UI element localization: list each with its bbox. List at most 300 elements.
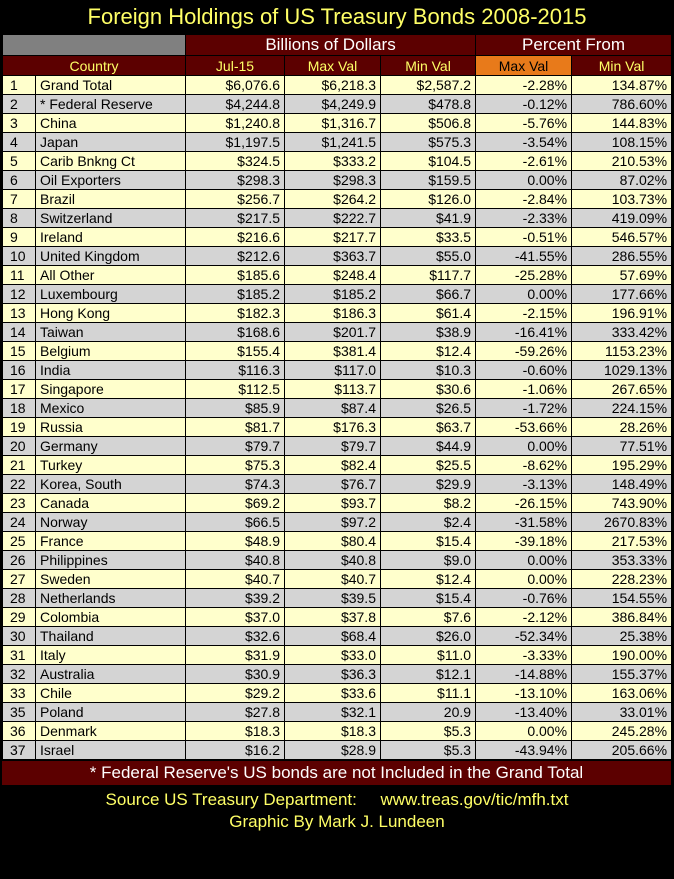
min-value: $38.9 <box>381 323 476 342</box>
jul15-value: $40.8 <box>186 551 285 570</box>
jul15-value: $112.5 <box>186 380 285 399</box>
pct-from-max: -0.60% <box>476 361 572 380</box>
country-name: Korea, South <box>36 475 186 494</box>
row-index: 13 <box>3 304 36 323</box>
country-name: Denmark <box>36 722 186 741</box>
holdings-table <box>2 34 672 760</box>
min-value: $12.4 <box>381 570 476 589</box>
pct-from-max: -0.76% <box>476 589 572 608</box>
row-index: 9 <box>3 228 36 247</box>
table-row <box>3 361 672 380</box>
table-row <box>3 399 672 418</box>
min-value: $25.5 <box>381 456 476 475</box>
row-index: 5 <box>3 152 36 171</box>
jul15-value: $32.6 <box>186 627 285 646</box>
pct-from-min: 1153.23% <box>572 342 672 361</box>
pct-from-max: -0.51% <box>476 228 572 247</box>
pct-from-min: 190.00% <box>572 646 672 665</box>
pct-from-min: 353.33% <box>572 551 672 570</box>
jul15-value: $74.3 <box>186 475 285 494</box>
jul15-value: $27.8 <box>186 703 285 722</box>
pct-from-max: -14.88% <box>476 665 572 684</box>
min-value: $11.1 <box>381 684 476 703</box>
country-name: Netherlands <box>36 589 186 608</box>
pct-from-max: 0.00% <box>476 285 572 304</box>
max-value: $33.0 <box>285 646 381 665</box>
table-row <box>3 589 672 608</box>
max-value: $37.8 <box>285 608 381 627</box>
table-row <box>3 684 672 703</box>
pct-from-max: -13.40% <box>476 703 572 722</box>
max-value: $80.4 <box>285 532 381 551</box>
table-row <box>3 570 672 589</box>
row-index: 37 <box>3 741 36 760</box>
pct-from-min: 195.29% <box>572 456 672 475</box>
country-name: Luxembourg <box>36 285 186 304</box>
country-name: Hong Kong <box>36 304 186 323</box>
min-value: $8.2 <box>381 494 476 513</box>
footnote: * Federal Reserve's US bonds are not Included in the Grand Total <box>2 760 671 785</box>
country-name: Japan <box>36 133 186 152</box>
row-index: 3 <box>3 114 36 133</box>
max-value: $222.7 <box>285 209 381 228</box>
country-name: Australia <box>36 665 186 684</box>
jul15-value: $217.5 <box>186 209 285 228</box>
min-value: $30.6 <box>381 380 476 399</box>
jul15-value: $216.6 <box>186 228 285 247</box>
country-name: Chile <box>36 684 186 703</box>
pct-from-max: -16.41% <box>476 323 572 342</box>
pct-from-min: 224.15% <box>572 399 672 418</box>
max-value: $32.1 <box>285 703 381 722</box>
country-name: Poland <box>36 703 186 722</box>
country-name: China <box>36 114 186 133</box>
row-index: 4 <box>3 133 36 152</box>
country-name: Turkey <box>36 456 186 475</box>
row-index: 15 <box>3 342 36 361</box>
pct-from-max: 0.00% <box>476 551 572 570</box>
row-index: 30 <box>3 627 36 646</box>
min-value: $15.4 <box>381 589 476 608</box>
jul15-value: $185.2 <box>186 285 285 304</box>
country-name: Mexico <box>36 399 186 418</box>
min-value: $33.5 <box>381 228 476 247</box>
jul15-value: $324.5 <box>186 152 285 171</box>
max-value: $33.6 <box>285 684 381 703</box>
credit-line: Graphic By Mark J. Lundeen <box>229 812 445 831</box>
max-value: $1,316.7 <box>285 114 381 133</box>
min-value: $41.9 <box>381 209 476 228</box>
pct-from-min: 743.90% <box>572 494 672 513</box>
min-value: $15.4 <box>381 532 476 551</box>
min-value: $478.8 <box>381 95 476 114</box>
row-index: 19 <box>3 418 36 437</box>
table-row <box>3 741 672 760</box>
country-name: Sweden <box>36 570 186 589</box>
pct-from-max: -2.84% <box>476 190 572 209</box>
max-value: $248.4 <box>285 266 381 285</box>
max-value: $185.2 <box>285 285 381 304</box>
pct-from-min: 205.66% <box>572 741 672 760</box>
row-index: 31 <box>3 646 36 665</box>
min-value: $63.7 <box>381 418 476 437</box>
source-line: Source US Treasury Department: www.treas.gov/tic/mfh.txt <box>105 790 569 809</box>
table-row <box>3 133 672 152</box>
pct-from-min: 155.37% <box>572 665 672 684</box>
jul15-value: $116.3 <box>186 361 285 380</box>
min-value: $575.3 <box>381 133 476 152</box>
table-row <box>3 722 672 741</box>
pct-from-max: 0.00% <box>476 437 572 456</box>
pct-from-min: 33.01% <box>572 703 672 722</box>
pct-from-max: 0.00% <box>476 171 572 190</box>
jul15-value: $66.5 <box>186 513 285 532</box>
row-index: 17 <box>3 380 36 399</box>
country-name: Philippines <box>36 551 186 570</box>
table-row <box>3 285 672 304</box>
jul15-value: $48.9 <box>186 532 285 551</box>
max-value: $298.3 <box>285 171 381 190</box>
jul15-value: $6,076.6 <box>186 76 285 95</box>
country-name: Belgium <box>36 342 186 361</box>
header-percent: Percent From <box>476 35 672 56</box>
table-row <box>3 665 672 684</box>
table-row <box>3 646 672 665</box>
min-value: $26.0 <box>381 627 476 646</box>
pct-from-max: -0.12% <box>476 95 572 114</box>
pct-from-min: 228.23% <box>572 570 672 589</box>
min-value: $26.5 <box>381 399 476 418</box>
jul15-value: $256.7 <box>186 190 285 209</box>
max-value: $97.2 <box>285 513 381 532</box>
pct-from-max: -39.18% <box>476 532 572 551</box>
max-value: $4,249.9 <box>285 95 381 114</box>
jul15-value: $30.9 <box>186 665 285 684</box>
pct-from-min: 77.51% <box>572 437 672 456</box>
pct-from-min: 786.60% <box>572 95 672 114</box>
jul15-value: $185.6 <box>186 266 285 285</box>
pct-from-min: 144.83% <box>572 114 672 133</box>
row-index: 25 <box>3 532 36 551</box>
pct-from-min: 196.91% <box>572 304 672 323</box>
pct-from-min: 546.57% <box>572 228 672 247</box>
pct-from-max: -5.76% <box>476 114 572 133</box>
chart-title: Foreign Holdings of US Treasury Bonds 2008-2015 <box>87 4 587 29</box>
max-value: $6,218.3 <box>285 76 381 95</box>
min-value: $2,587.2 <box>381 76 476 95</box>
jul15-value: $298.3 <box>186 171 285 190</box>
min-value: $9.0 <box>381 551 476 570</box>
pct-from-min: 163.06% <box>572 684 672 703</box>
header-blank-cell <box>3 35 186 56</box>
table-row <box>3 190 672 209</box>
min-value: $44.9 <box>381 437 476 456</box>
jul15-value: $168.6 <box>186 323 285 342</box>
table-row <box>3 608 672 627</box>
row-index: 7 <box>3 190 36 209</box>
max-value: $117.0 <box>285 361 381 380</box>
min-value: $126.0 <box>381 190 476 209</box>
table-body <box>3 76 672 760</box>
table-row <box>3 247 672 266</box>
pct-from-max: -3.13% <box>476 475 572 494</box>
pct-from-max: -41.55% <box>476 247 572 266</box>
jul15-value: $31.9 <box>186 646 285 665</box>
country-name: Taiwan <box>36 323 186 342</box>
pct-from-max: -3.54% <box>476 133 572 152</box>
pct-from-min: 386.84% <box>572 608 672 627</box>
max-value: $82.4 <box>285 456 381 475</box>
country-name: Singapore <box>36 380 186 399</box>
pct-from-min: 210.53% <box>572 152 672 171</box>
row-index: 14 <box>3 323 36 342</box>
max-value: $201.7 <box>285 323 381 342</box>
pct-from-max: -43.94% <box>476 741 572 760</box>
min-value: $5.3 <box>381 741 476 760</box>
max-value: $333.2 <box>285 152 381 171</box>
min-value: $11.0 <box>381 646 476 665</box>
pct-from-min: 28.26% <box>572 418 672 437</box>
table-row <box>3 228 672 247</box>
country-name: All Other <box>36 266 186 285</box>
jul15-value: $1,240.8 <box>186 114 285 133</box>
jul15-value: $69.2 <box>186 494 285 513</box>
table-row <box>3 703 672 722</box>
column-header-row <box>3 56 672 76</box>
min-value: $10.3 <box>381 361 476 380</box>
country-name: United Kingdom <box>36 247 186 266</box>
row-index: 29 <box>3 608 36 627</box>
min-value: $2.4 <box>381 513 476 532</box>
jul15-value: $79.7 <box>186 437 285 456</box>
country-name: France <box>36 532 186 551</box>
max-value: $68.4 <box>285 627 381 646</box>
pct-from-max: -59.26% <box>476 342 572 361</box>
max-value: $93.7 <box>285 494 381 513</box>
min-value: $5.3 <box>381 722 476 741</box>
country-name: Colombia <box>36 608 186 627</box>
pct-from-min: 148.49% <box>572 475 672 494</box>
pct-from-max: -2.33% <box>476 209 572 228</box>
max-value: $381.4 <box>285 342 381 361</box>
max-value: $363.7 <box>285 247 381 266</box>
table-row <box>3 494 672 513</box>
pct-from-min: 57.69% <box>572 266 672 285</box>
max-value: $176.3 <box>285 418 381 437</box>
pct-from-min: 2670.83% <box>572 513 672 532</box>
row-index: 22 <box>3 475 36 494</box>
max-value: $18.3 <box>285 722 381 741</box>
min-value: $66.7 <box>381 285 476 304</box>
pct-from-min: 154.55% <box>572 589 672 608</box>
table-row <box>3 171 672 190</box>
country-name: Israel <box>36 741 186 760</box>
pct-from-max: -2.12% <box>476 608 572 627</box>
row-index: 33 <box>3 684 36 703</box>
row-index: 20 <box>3 437 36 456</box>
row-index: 27 <box>3 570 36 589</box>
country-name: Russia <box>36 418 186 437</box>
country-name: Italy <box>36 646 186 665</box>
pct-from-max: -1.06% <box>476 380 572 399</box>
max-value: $87.4 <box>285 399 381 418</box>
table-row <box>3 152 672 171</box>
country-name: Ireland <box>36 228 186 247</box>
table-row <box>3 513 672 532</box>
min-value: $159.5 <box>381 171 476 190</box>
pct-from-max: -2.15% <box>476 304 572 323</box>
jul15-value: $40.7 <box>186 570 285 589</box>
row-index: 24 <box>3 513 36 532</box>
pct-from-max: -8.62% <box>476 456 572 475</box>
row-index: 2 <box>3 95 36 114</box>
pct-from-min: 217.53% <box>572 532 672 551</box>
min-value: $12.1 <box>381 665 476 684</box>
table-row <box>3 418 672 437</box>
min-value: $12.4 <box>381 342 476 361</box>
max-value: $40.7 <box>285 570 381 589</box>
min-value: $104.5 <box>381 152 476 171</box>
jul15-value: $75.3 <box>186 456 285 475</box>
col-header-pct-max-val: Max Val <box>476 56 572 76</box>
table-row <box>3 342 672 361</box>
country-name: Canada <box>36 494 186 513</box>
table-row <box>3 627 672 646</box>
jul15-value: $212.6 <box>186 247 285 266</box>
row-index: 8 <box>3 209 36 228</box>
country-name: Grand Total <box>36 76 186 95</box>
pct-from-max: -53.66% <box>476 418 572 437</box>
max-value: $76.7 <box>285 475 381 494</box>
pct-from-max: -1.72% <box>476 399 572 418</box>
header-billions: Billions of Dollars <box>186 35 476 56</box>
jul15-value: $29.2 <box>186 684 285 703</box>
max-value: $186.3 <box>285 304 381 323</box>
min-value: $61.4 <box>381 304 476 323</box>
row-index: 35 <box>3 703 36 722</box>
pct-from-min: 134.87% <box>572 76 672 95</box>
table-row <box>3 76 672 95</box>
pct-from-min: 103.73% <box>572 190 672 209</box>
min-value: $29.9 <box>381 475 476 494</box>
row-index: 26 <box>3 551 36 570</box>
pct-from-max: -13.10% <box>476 684 572 703</box>
country-name: Carib Bnkng Ct <box>36 152 186 171</box>
country-name: * Federal Reserve <box>36 95 186 114</box>
col-header-country: Country <box>3 56 186 76</box>
header-group-row <box>3 35 672 56</box>
table-row <box>3 114 672 133</box>
row-index: 6 <box>3 171 36 190</box>
jul15-value: $81.7 <box>186 418 285 437</box>
pct-from-min: 87.02% <box>572 171 672 190</box>
table-row <box>3 532 672 551</box>
pct-from-min: 267.65% <box>572 380 672 399</box>
jul15-value: $1,197.5 <box>186 133 285 152</box>
pct-from-min: 333.42% <box>572 323 672 342</box>
table-row <box>3 304 672 323</box>
min-value: $7.6 <box>381 608 476 627</box>
table-row <box>3 323 672 342</box>
row-index: 36 <box>3 722 36 741</box>
country-name: Thailand <box>36 627 186 646</box>
pct-from-max: -2.28% <box>476 76 572 95</box>
min-value: $55.0 <box>381 247 476 266</box>
row-index: 18 <box>3 399 36 418</box>
pct-from-max: -52.34% <box>476 627 572 646</box>
country-name: Brazil <box>36 190 186 209</box>
row-index: 23 <box>3 494 36 513</box>
pct-from-max: -26.15% <box>476 494 572 513</box>
max-value: $1,241.5 <box>285 133 381 152</box>
table-row <box>3 209 672 228</box>
min-value: 20.9 <box>381 703 476 722</box>
row-index: 21 <box>3 456 36 475</box>
table-row <box>3 266 672 285</box>
col-header-jul15: Jul-15 <box>186 56 285 76</box>
country-name: Germany <box>36 437 186 456</box>
pct-from-min: 177.66% <box>572 285 672 304</box>
pct-from-max: 0.00% <box>476 570 572 589</box>
col-header-max-val: Max Val <box>285 56 381 76</box>
row-index: 1 <box>3 76 36 95</box>
max-value: $36.3 <box>285 665 381 684</box>
pct-from-max: -25.28% <box>476 266 572 285</box>
min-value: $117.7 <box>381 266 476 285</box>
row-index: 16 <box>3 361 36 380</box>
jul15-value: $182.3 <box>186 304 285 323</box>
max-value: $217.7 <box>285 228 381 247</box>
country-name: Norway <box>36 513 186 532</box>
pct-from-max: -31.58% <box>476 513 572 532</box>
jul15-value: $39.2 <box>186 589 285 608</box>
jul15-value: $18.3 <box>186 722 285 741</box>
col-header-pct-min-val: Min Val <box>572 56 672 76</box>
table-row <box>3 551 672 570</box>
table-row <box>3 380 672 399</box>
jul15-value: $16.2 <box>186 741 285 760</box>
jul15-value: $4,244.8 <box>186 95 285 114</box>
pct-from-max: -3.33% <box>476 646 572 665</box>
row-index: 11 <box>3 266 36 285</box>
jul15-value: $37.0 <box>186 608 285 627</box>
country-name: Switzerland <box>36 209 186 228</box>
jul15-value: $85.9 <box>186 399 285 418</box>
table-row <box>3 475 672 494</box>
pct-from-max: 0.00% <box>476 722 572 741</box>
country-name: India <box>36 361 186 380</box>
jul15-value: $155.4 <box>186 342 285 361</box>
pct-from-min: 1029.13% <box>572 361 672 380</box>
col-header-min-val: Min Val <box>381 56 476 76</box>
pct-from-min: 108.15% <box>572 133 672 152</box>
pct-from-min: 419.09% <box>572 209 672 228</box>
row-index: 12 <box>3 285 36 304</box>
pct-from-min: 286.55% <box>572 247 672 266</box>
pct-from-min: 25.38% <box>572 627 672 646</box>
table-row <box>3 456 672 475</box>
max-value: $28.9 <box>285 741 381 760</box>
row-index: 28 <box>3 589 36 608</box>
min-value: $506.8 <box>381 114 476 133</box>
max-value: $39.5 <box>285 589 381 608</box>
country-name: Oil Exporters <box>36 171 186 190</box>
max-value: $79.7 <box>285 437 381 456</box>
table-row <box>3 437 672 456</box>
row-index: 10 <box>3 247 36 266</box>
pct-from-min: 245.28% <box>572 722 672 741</box>
pct-from-max: -2.61% <box>476 152 572 171</box>
